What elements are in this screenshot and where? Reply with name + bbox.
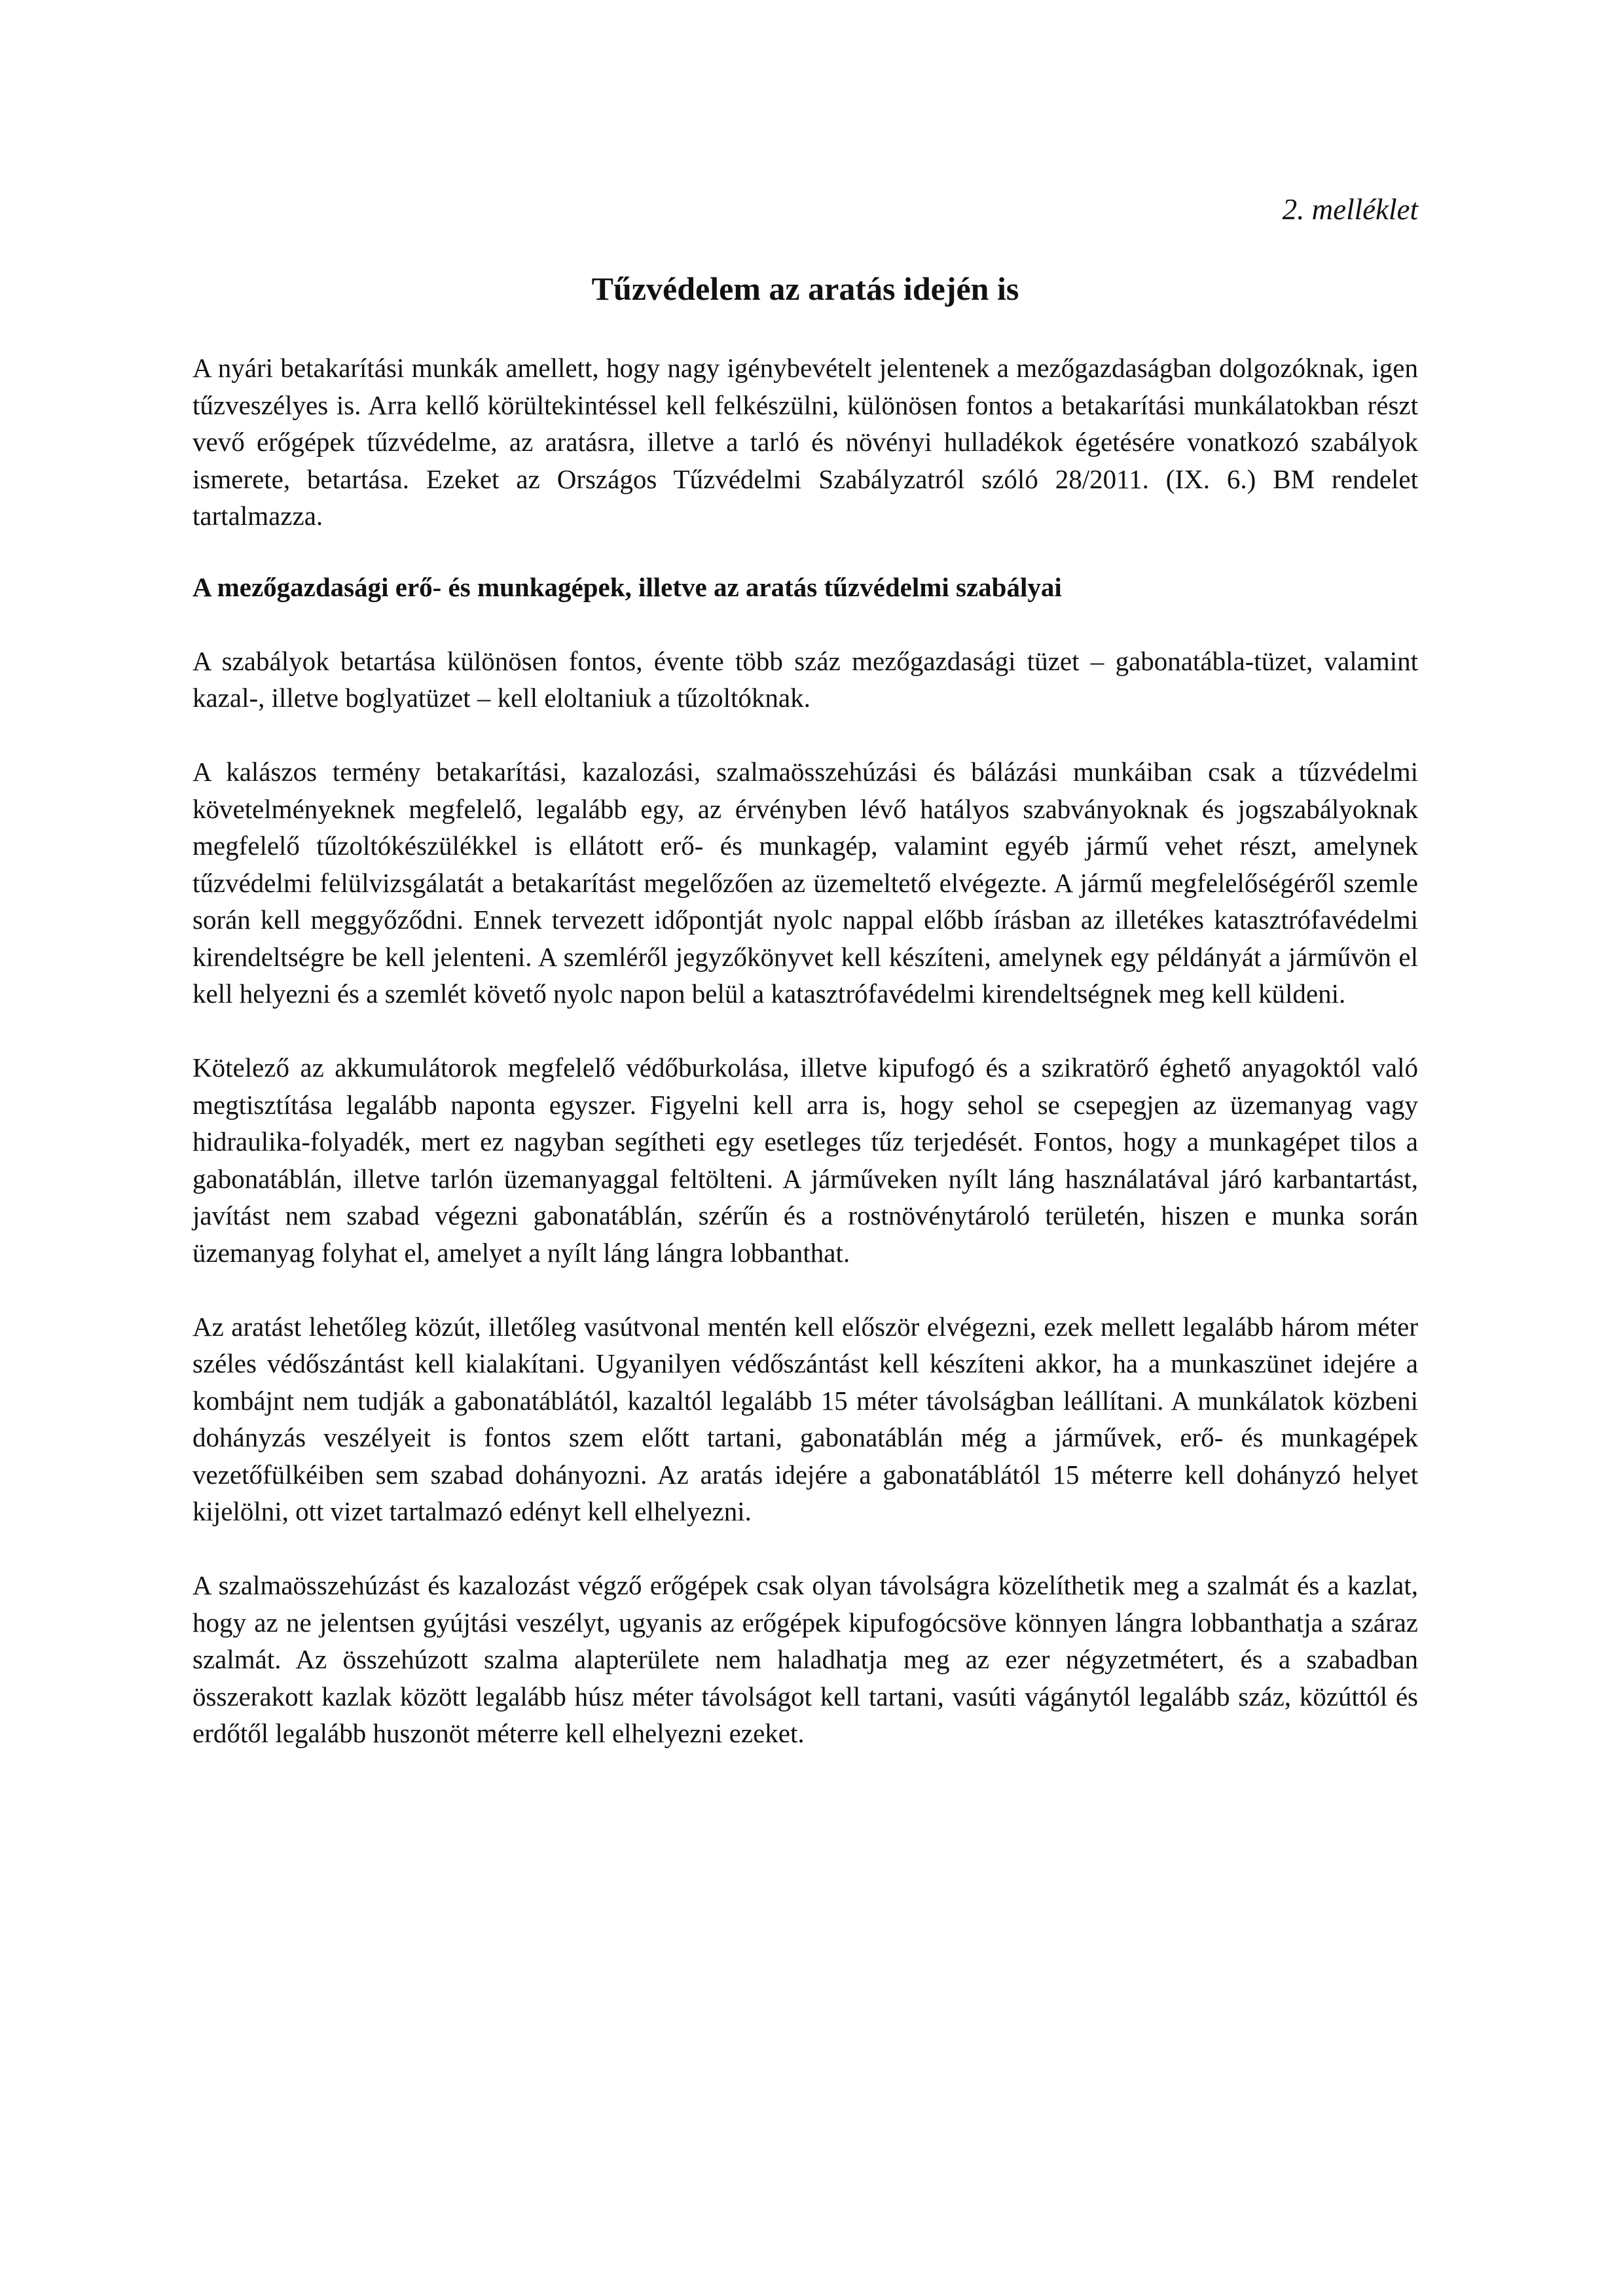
body-paragraph-3: Kötelező az akkumulátorok megfelelő védőburkolása, illetve kipufogó és a szikratörő éghető anyagoktól való megtisztítása legalább naponta egyszer. Figyelni kell arra is, hogy sehol se csepegjen az üzemanyag vagy hidraulika-folyadék, mert ez nagyban segítheti egy esetleges tűz terjedését. Fontos, hogy a munkagépet tilos a gabonatáblán, illetve tarlón üzemanyaggal feltölteni. A járműveken nyílt láng használatával járó karbantartást, javítást nem szabad végezni gabonatáblán, szérűn és a rostnövénytároló területén, hiszen e munka során üzemanyag folyhat el, amelyet a nyílt láng lángra lobbanthat. xyxy=(192,1052,1418,1268)
intro-paragraph: A nyári betakarítási munkák amellett, hogy nagy igénybevételt jelentenek a mezőgazdaságban dolgozóknak, igen tűzveszélyes is. Arra kellő körültekintéssel kell felkészülni, különösen fontos a betakarítási munkálatokban részt vevő erőgépek tűzvédelme, az aratásra, illetve a tarló és növényi hulladékok égetésére vonatkozó szabályok ismerete, betartása. Ezeket az Országos Tűzvédelmi Szabályzatról szóló 28/2011. (IX. 6.) BM rendelet tartalmazza. xyxy=(192,353,1418,531)
body-paragraph-2: A kalászos termény betakarítási, kazalozási, szalmaösszehúzási és bálázási munkáiban csak a tűzvédelmi követelményeknek megfelelő, legalább egy, az érvényben lévő hatályos szabványoknak és jogszabályoknak megfelelő tűzoltókészülékkel is ellátott erő- és munkagép, valamint egyéb jármű vehet részt, amelynek tűzvédelmi felülvizsgálatát a betakarítást megelőzően az üzemeltető elvégezte. A jármű megfelelőségéről szemle során kell meggyőződni. Ennek tervezett időpontját nyolc nappal előbb írásban az illetékes katasztrófavédelmi kirendeltségre be kell jelenteni. A szemléről jegyzőkönyvet kell készíteni, amelynek egy példányát a járművön el kell helyezni és a szemlét követő nyolc napon belül a katasztrófavédelmi kirendeltségnek meg kell küldeni. xyxy=(192,757,1418,1009)
body-paragraph-1: A szabályok betartása különösen fontos, évente több száz mezőgazdasági tüzet – gabonatábla-tüzet, valamint kazal-, illetve boglyatüzet – kell eloltaniuk a tűzoltóknak. xyxy=(192,645,1418,713)
document-title: Tűzvédelem az aratás idején is xyxy=(591,270,1019,307)
annex-label: 2. melléklet xyxy=(1282,193,1418,226)
body-paragraph-5: A szalmaösszehúzást és kazalozást végző erőgépek csak olyan távolságra közelíthetik meg a szalmát és a kazlat, hogy az ne jelentsen gyújtási veszélyt, ugyanis az erőgépek kipufogócsöve könnyen lángra lobbanthatja a száraz szalmát. Az összehúzott szalma alapterülete nem haladhatja meg az ezer négyzetmétert, és a szabadban összerakott kazlak között legalább húsz méter távolságot kell tartani, vasúti vágánytól legalább száz, közúttól és erdőtől legalább huszonöt méterre kell elhelyezni ezeket. xyxy=(192,1570,1418,1748)
document-body xyxy=(192,350,1418,1752)
body-paragraph-4: Az aratást lehetőleg közút, illetőleg vasútvonal mentén kell először elvégezni, ezek mellett legalább három méter széles védőszántást kell kialakítani. Ugyanilyen védőszántást kell készíteni akkor, ha a munkaszünet idejére a kombájnt nem tudják a gabonatáblától, kazaltól legalább 15 méter távolságban leállítani. A munkálatok közbeni dohányzás veszélyeit is fontos szem előtt tartani, gabonatáblán még a járművek, erő- és munkagépek vezetőfülkéiben sem szabad dohányozni. Az aratás idejére a gabonatáblától 15 méterre kell dohányzó helyet kijelölni, ott vizet tartalmazó edényt kell elhelyezni. xyxy=(192,1311,1418,1526)
section-heading: A mezőgazdasági erő- és munkagépek, illetve az aratás tűzvédelmi szabályai xyxy=(192,571,1062,602)
